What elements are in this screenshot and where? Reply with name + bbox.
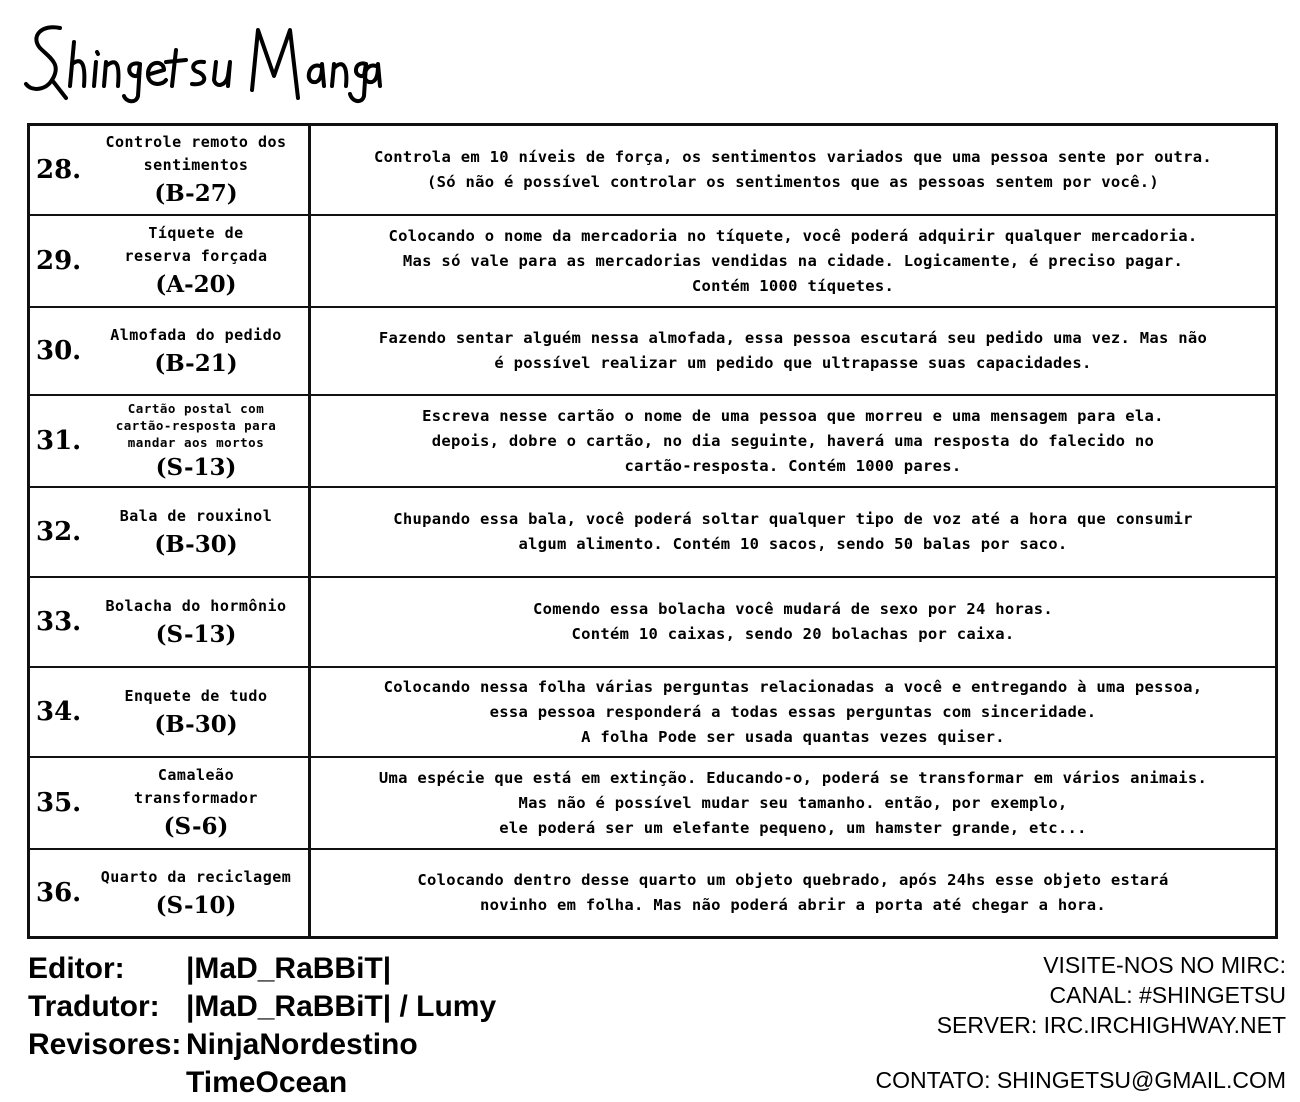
item-number: 29.	[36, 246, 82, 276]
revisores-label: Revisores:	[28, 1028, 182, 1061]
item-name: Tíquete de	[148, 224, 244, 242]
item-description: Fazendo sentar alguém nessa almofada, essa pessoa escutará seu pedido uma vez. Mas não é possível realizar um pedido que ultrapasse suas capacidades.	[378, 329, 1208, 372]
contact-email: CONTATO: SHINGETSU@GMAIL.COM	[875, 1067, 1286, 1093]
table-row	[30, 758, 1275, 850]
item-description: Chupando essa bala, você poderá soltar qualquer tipo de voz até a hora que consumir algum alimento. Contém 10 sacos, sendo 50 balas por saco.	[393, 510, 1193, 553]
table-row	[30, 488, 1275, 578]
item-number: 32.	[36, 517, 82, 547]
item-number: 36.	[36, 878, 82, 908]
table-row	[30, 126, 1275, 216]
irc-channel: CANAL: #SHINGETSU	[1049, 982, 1286, 1008]
item-number: 28.	[36, 155, 82, 185]
editor-name: |MaD_RaBBiT|	[186, 952, 392, 985]
item-code: (A-20)	[155, 271, 237, 298]
items-table	[27, 123, 1278, 939]
credit-editor	[28, 950, 496, 988]
item-name: Camaleão	[157, 766, 235, 784]
item-description: Colocando o nome da mercadoria no tíquete, você poderá adquirir qualquer mercadoria. Mas só vale para as mercadorias vendidas na cidade. Logicamente, é preciso pagar. Contém 1000 tíquetes.	[388, 226, 1198, 295]
item-name: Bala de rouxinol	[119, 506, 273, 525]
item-code: (B-27)	[154, 180, 238, 207]
item-name-cell	[30, 488, 311, 576]
item-name-cell	[30, 126, 311, 214]
item-description: Controla em 10 níveis de força, os sentimentos variados que uma pessoa sente por outra. (Só não é possível controlar os sentimentos que as pessoas sentem por você.)	[374, 148, 1212, 191]
item-name-cell	[30, 216, 311, 306]
item-code: (S-10)	[155, 891, 237, 919]
credit-revisores	[28, 1026, 496, 1064]
table-row	[30, 308, 1275, 396]
item-name: Quarto da reciclagem	[100, 867, 292, 886]
item-code: (S-13)	[155, 453, 237, 481]
item-name: Bolacha do hormônio	[105, 596, 287, 615]
item-name: cartão-resposta para	[115, 417, 277, 433]
item-description: Uma espécie que está em extinção. Educando-o, poderá se transformar em vários animais. Mas não é possível mudar seu tamanho. então, por exemplo, ele poderá ser um elefante pequeno, um hamster grande, etc...	[378, 768, 1208, 837]
item-name: Almofada do pedido	[110, 325, 282, 344]
table-row	[30, 850, 1275, 936]
item-name-cell	[30, 578, 311, 666]
editor-label: Editor:	[28, 952, 125, 985]
irc-server: SERVER: IRC.IRCHIGHWAY.NET	[936, 1012, 1286, 1038]
tradutor-name: |MaD_RaBBiT| / Lumy	[186, 990, 497, 1023]
item-code: (S-6)	[163, 813, 229, 840]
tradutor-label: Tradutor:	[28, 990, 160, 1023]
item-number: 31.	[36, 426, 82, 456]
item-name-cell	[30, 308, 311, 394]
item-description: Colocando nessa folha várias perguntas relacionadas a você e entregando à uma pessoa, essa pessoa responderá a todas essas perguntas com sinceridade. A folha Pode ser usada quantas vezes quiser.	[383, 677, 1203, 746]
item-name: mandar aos mortos	[127, 434, 265, 450]
item-code: (B-30)	[154, 710, 238, 738]
table-row	[30, 216, 1275, 308]
item-number: 34.	[36, 697, 82, 727]
item-name: transformador	[134, 789, 258, 807]
credit-revisor-2	[28, 1064, 496, 1102]
item-name-cell	[30, 758, 311, 848]
shingetsu-manga-logo	[22, 14, 382, 104]
revisor-name: TimeOcean	[186, 1066, 348, 1099]
revisor-name: NinjaNordestino	[186, 1028, 418, 1061]
item-name-cell	[30, 668, 311, 756]
item-description: Colocando dentro desse quarto um objeto quebrado, após 24hs esse objeto estará novinho em folha. Mas não poderá abrir a porta até chegar a hora.	[417, 871, 1169, 914]
item-code: (B-30)	[154, 530, 238, 558]
credit-tradutor	[28, 988, 496, 1026]
item-description: Escreva nesse cartão o nome de uma pessoa que morreu e uma mensagem para ela. depois, dobre o cartão, no dia seguinte, haverá uma resposta do falecido no cartão-resposta. Contém 1000 pares.	[422, 406, 1164, 475]
table-row	[30, 396, 1275, 488]
irc-info	[937, 950, 1286, 1040]
item-code: (B-21)	[154, 349, 238, 377]
item-number: 33.	[36, 607, 82, 637]
item-name: reserva forçada	[124, 247, 268, 265]
table-row	[30, 578, 1275, 668]
item-code: (S-13)	[155, 620, 237, 648]
credits	[28, 950, 496, 1102]
item-name: Controle remoto dos	[105, 133, 287, 151]
item-name-cell	[30, 850, 311, 936]
item-name-cell	[30, 396, 311, 486]
item-number: 30.	[36, 336, 82, 366]
item-description: Comendo essa bolacha você mudará de sexo por 24 horas. Contém 10 caixas, sendo 20 bolachas por caixa.	[532, 600, 1054, 643]
item-number: 35.	[36, 788, 82, 818]
irc-line: VISITE-NOS NO MIRC:	[1043, 952, 1286, 978]
item-name: Enquete de tudo	[124, 686, 268, 705]
table-row	[30, 668, 1275, 758]
item-name: Cartão postal com	[127, 400, 265, 416]
item-name: sentimentos	[143, 156, 249, 174]
